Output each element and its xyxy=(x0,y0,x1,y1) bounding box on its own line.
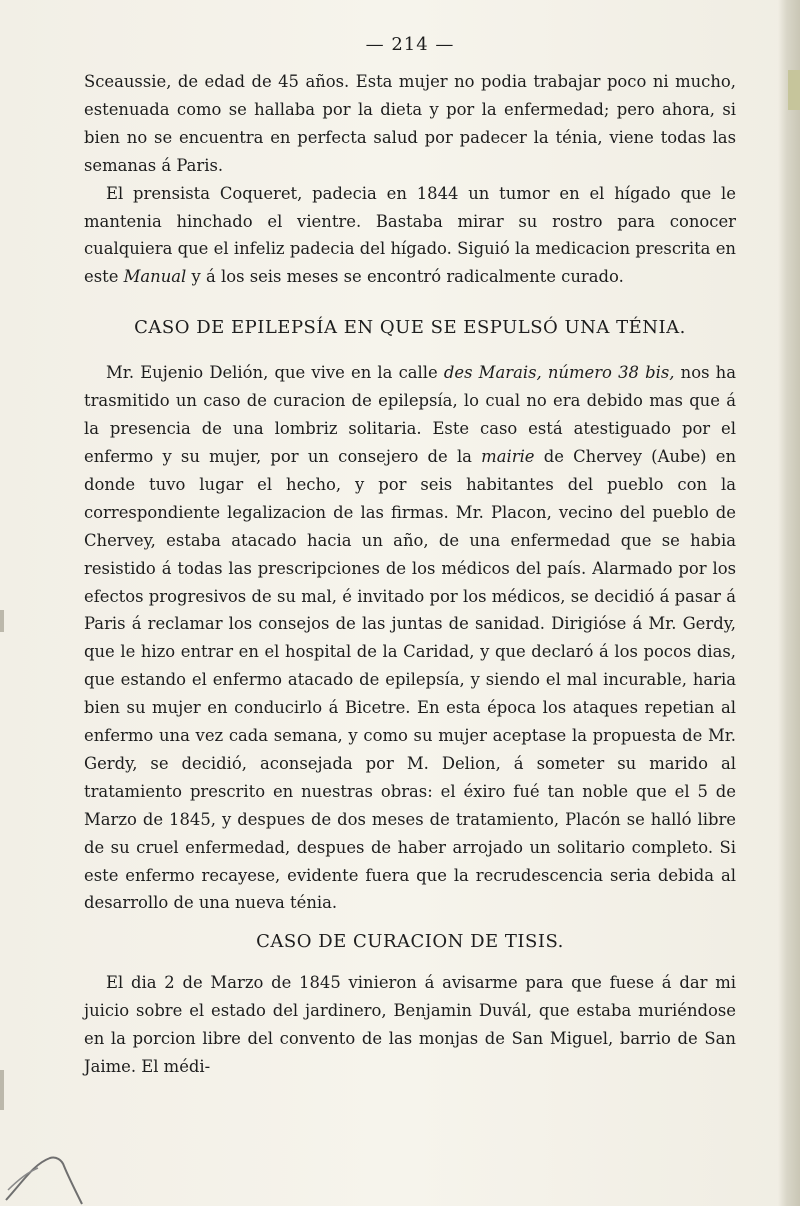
paragraph xyxy=(84,359,736,917)
paragraph-text: Sceaussie, de edad de 45 años. Esta mujer no podia trabajar poco ni mucho, estenuada como se hallaba por la dieta y por la enfermedad; pero ahora, si bien no se encuentra en perfecta salud por padecer la ténia, viene todas las semanas á Paris. xyxy=(84,72,736,175)
paragraph xyxy=(84,969,736,1081)
paragraph-text: y á los seis meses se encontró radicalmente curado. xyxy=(186,267,624,287)
paragraph xyxy=(84,68,736,180)
paragraph-text: Mr. Eujenio Delión, que vive en la calle xyxy=(106,363,444,383)
section-heading: CASO DE CURACION DE TISIS. xyxy=(256,931,564,953)
margin-mark xyxy=(0,610,4,632)
page-edge-stain xyxy=(788,70,800,110)
page-text xyxy=(84,30,736,1081)
paragraph xyxy=(84,180,736,292)
page-number: — 214 — xyxy=(365,34,455,55)
margin-mark xyxy=(0,1070,4,1110)
paragraph-text: El dia 2 de Marzo de 1845 vinieron á avisarme para que fuese á dar mi juicio sobre el estado del jardinero, Benjamin Duvál, que estaba muriéndose en la porcion libre del convento de las monjas de San Miguel, barrio de San Jaime. El médi- xyxy=(84,973,736,1077)
emphasis-text: Manual xyxy=(123,267,187,287)
corner-scrawl-mark xyxy=(4,1120,114,1206)
paragraph-text: El prensista Coqueret, padecia en 1844 un tumor en el hígado que le mantenia hinchado el vientre. Bastaba mirar su rostro para conocer cualquiera que el infeliz padecia del hígado. Siguió la medicacion prescrita en este xyxy=(84,183,736,287)
paragraph-text: nos ha trasmitido un caso de curacion de epilepsía, lo cual no era debido mas que á la presencia de una lombriz solitaria. Este caso está atestiguado por el enfermo y su mujer, por un consejero de la xyxy=(84,363,736,466)
paragraph-text: de Chervey (Aube) en donde tuvo lugar el hecho, y por seis habitantes del pueblo con la correspondiente legalizacion de las firmas. Mr. Placon, vecino del pueblo de Chervey, estaba atacado hacia un año, de una enfermedad que se habia resistido á todas las prescripciones de los médicos del país. Alarmado por los efectos progresivos de su mal, é invitado por los médicos, se decidió á pasar á Paris á reclamar los consejos de las juntas de sanidad. Dirigióse á Mr. Gerdy, que le hizo entrar en el hospital de la Caridad, y que declaró á los pocos dias, que estando el enfermo atacado de epilepsía, y siendo el mal incurable, haria bien su mujer en conducirlo á Bicetre. En esta época los ataques repetian al enfermo una vez cada semana, y como su mujer aceptase la propuesta de Mr. Gerdy, se decidió, aconsejada por M. Delion, á someter su marido al tratamiento prescrito en nuestras obras: el éxiro fué tan noble que el 5 de Marzo de 1845, y despues de dos meses de tratamiento, Placón se halló libre de su cruel enfermedad, despues de haber arrojado un solitario completo. Si este enfermo recayese, evidente fuera que la recrudescencia seria debida al desarrollo de una nueva ténia. xyxy=(84,446,737,913)
emphasis-text: des Marais, número 38 bis, xyxy=(443,363,675,383)
page-edge-shadow xyxy=(778,0,800,1206)
section-heading: CASO DE EPILEPSÍA EN QUE SE ESPULSÓ UNA TÉNIA. xyxy=(134,317,686,339)
emphasis-text: mairie xyxy=(481,446,535,466)
